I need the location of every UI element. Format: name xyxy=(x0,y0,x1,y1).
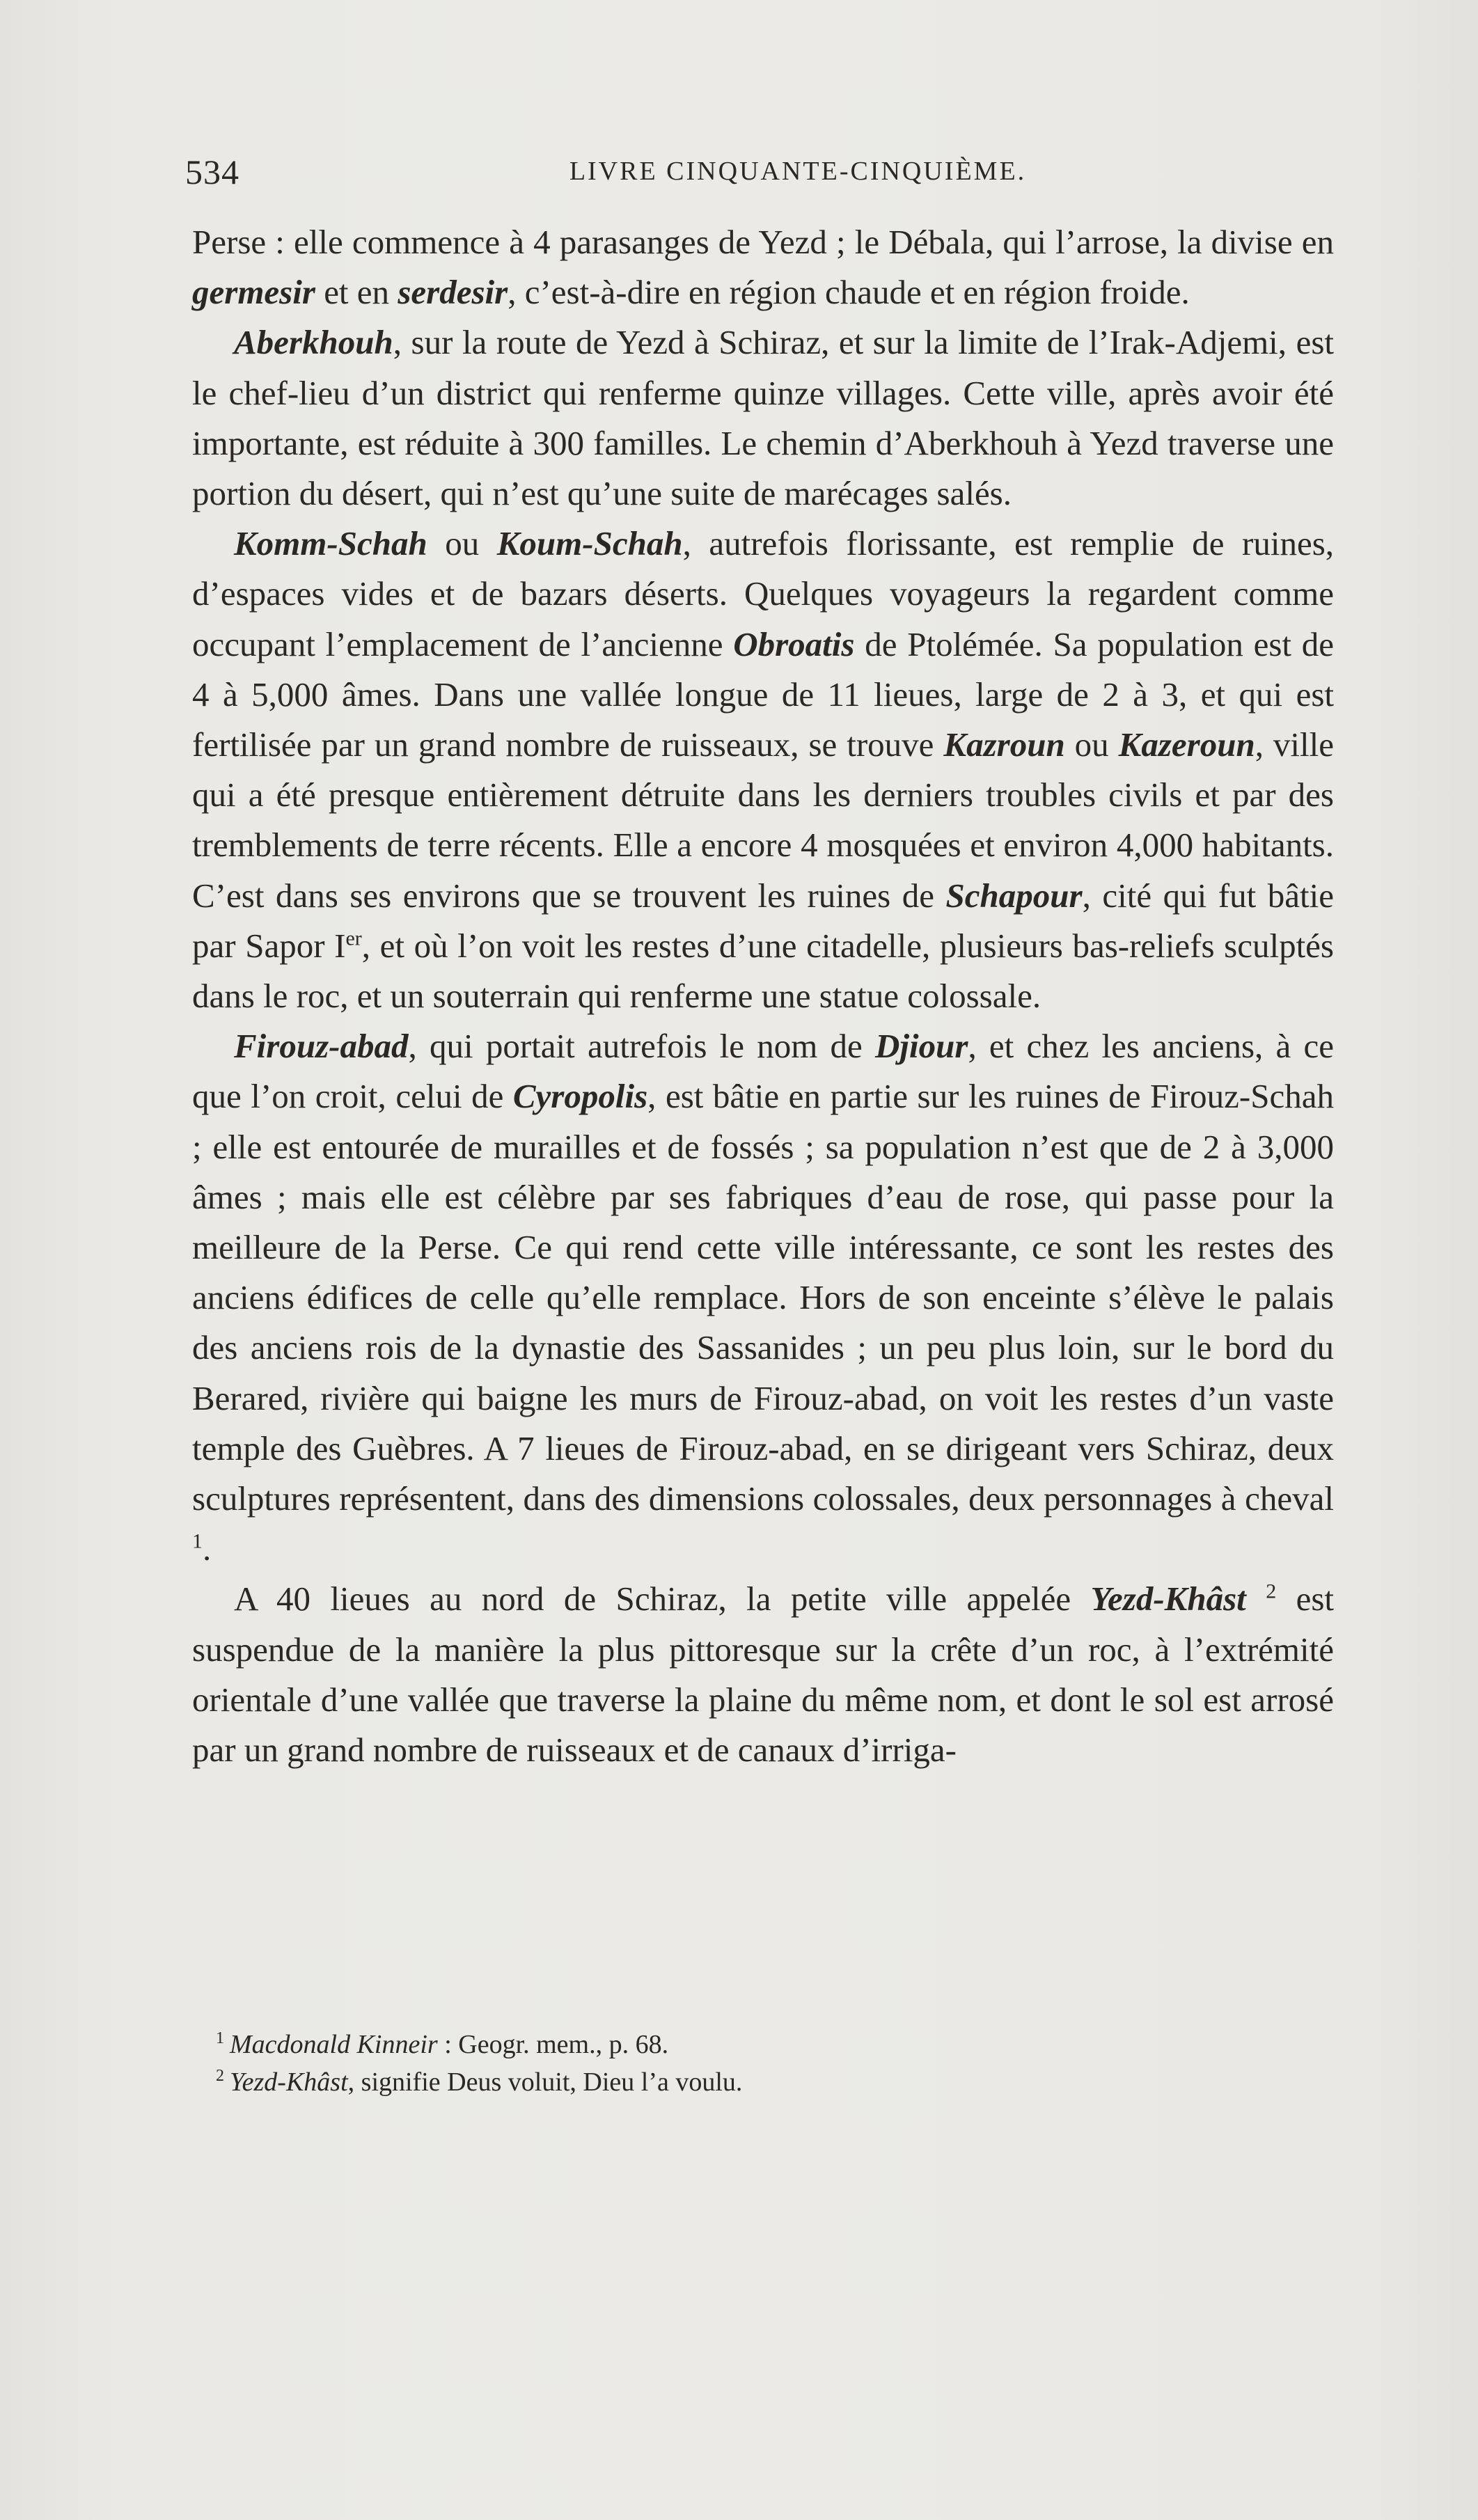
text-run: , est bâtie en partie sur les ruines de Firouz-Schah ; elle est entourée de murailles et de fossés ; sa population n’est que de 2 à 3,000 âmes ; mais elle est célèbre par ses fabriques d’eau de rose, qui passe pour la meilleure de la Perse. Ce qui rend cette ville intéressante, ce sont les restes des anciens édifices de celle qu’elle remplace. Hors de son enceinte s’élève le palais des anciens rois de la dynastie des Sassanides ; un peu plus loin, sur le bord du Berared, rivière qui baigne les murs de Firouz-abad, on voit les restes d’un vaste temple des Guèbres. A 7 lieues de Firouz-abad, en se dirigeant vers Schiraz, deux sculptures représentent, dans des dimensions colossales, deux personnages à cheval xyxy=(192,1077,1334,1518)
running-title: LIVRE CINQUANTE-CINQUIÈME. xyxy=(569,157,1027,186)
text-run: , et où l’on voit les restes d’une citadelle, plusieurs bas-reliefs sculptés dans le roc, et un souterrain qui renferme une statue colossale. xyxy=(192,926,1335,1016)
italic-term: Firouz-abad xyxy=(234,1027,409,1066)
text-run: , ville qui a été presque entièrement détruite dans les derniers troubles civils et par des tremblements de terre récents. Elle a encore 4 mosquées et environ 4,000 habitants. C’est dans ses environs que se trouvent les ruines de xyxy=(192,725,1335,915)
italic-term: Kazroun xyxy=(943,725,1065,764)
italic-term: serdesir xyxy=(398,273,508,312)
text-run: A 40 lieues au nord de Schiraz, la petite ville appelée xyxy=(234,1580,1091,1619)
superscript: 1 xyxy=(192,1529,203,1553)
text-run: Perse : elle commence à 4 parasanges de Yezd ; le Débala, qui l’arrose, la divise en xyxy=(192,223,1334,261)
italic-term: Djiour xyxy=(875,1027,968,1066)
italic-term: Yezd-Khâst xyxy=(1090,1580,1246,1619)
italic-term: Cyropolis xyxy=(512,1077,648,1116)
paragraph xyxy=(192,217,1334,317)
text-run: , et chez les anciens, à ce que l’on croit, celui de xyxy=(192,1027,1334,1116)
text-run: , signifie Deus voluit, Dieu l’a voulu. xyxy=(347,2068,743,2097)
page-header xyxy=(185,152,1334,207)
paragraph xyxy=(192,317,1334,519)
italic-term: Kazeroun xyxy=(1118,725,1255,764)
italic-term: Macdonald Kinneir xyxy=(230,2030,438,2059)
text-run: , autrefois florissante, est remplie de ruines, d’espaces vides et de bazars déserts. Quelques voyageurs la regardent comme occupant l’emplacement de l’ancienne xyxy=(192,524,1335,663)
italic-term: Schapour xyxy=(945,876,1083,915)
text-run: . xyxy=(203,1529,212,1568)
text-run: , sur la route de Yezd à Schiraz, et sur la limite de l’Irak-Adjemi, est le chef-lieu d’un district qui renferme quinze villages. Cette ville, après avoir été importante, est réduite à 300 familles. Le chemin d’Aberkhouh à Yezd traverse une portion du désert, qui n’est qu’une suite de marécages salés. xyxy=(192,323,1334,513)
text-run: et en xyxy=(315,273,398,312)
footnotes xyxy=(216,2026,1316,2101)
paragraph xyxy=(192,1021,1334,1574)
italic-term: germesir xyxy=(192,273,315,312)
text-run: : Geogr. mem., p. 68. xyxy=(437,2030,669,2059)
text-run: , qui portait autrefois le nom de xyxy=(408,1027,875,1066)
text-run: ou xyxy=(1064,725,1119,764)
italic-term: Aberkhouh xyxy=(234,323,393,362)
superscript: er xyxy=(345,927,362,950)
page-number: 534 xyxy=(185,152,239,191)
footnote-marker: 1 xyxy=(216,2029,224,2048)
body-text xyxy=(192,217,1334,1775)
footnote xyxy=(216,2026,1316,2063)
superscript: 2 xyxy=(1266,1580,1277,1604)
text-run: , cité qui fut bâtie par Sapor I xyxy=(192,876,1334,965)
text-run: est suspendue de la manière la plus pittoresque sur la crête d’un roc, à l’extrémité orientale d’une vallée que traverse la plaine du même nom, et dont le sol est arrosé par un grand nombre de ruisseaux et de canaux d’irriga- xyxy=(192,1580,1335,1770)
paragraph xyxy=(192,1574,1334,1775)
italic-term: Yezd-Khâst xyxy=(230,2068,348,2097)
text-run: ou xyxy=(427,524,497,563)
italic-term: Koum-Schah xyxy=(496,524,683,563)
italic-term: Obroatis xyxy=(733,624,855,663)
paragraph xyxy=(192,519,1334,1021)
footnote xyxy=(216,2063,1316,2101)
text-run: , c’est-à-dire en région chaude et en région froide. xyxy=(508,273,1190,312)
text-run xyxy=(1246,1580,1266,1618)
text-run: de Ptolémée. Sa population est de 4 à 5,000 âmes. Dans une vallée longue de 11 lieues, large de 2 à 3, et qui est fertilisée par un grand nombre de ruisseaux, se trouve xyxy=(192,624,1334,764)
italic-term: Komm-Schah xyxy=(234,524,427,563)
footnote-marker: 2 xyxy=(216,2067,224,2086)
